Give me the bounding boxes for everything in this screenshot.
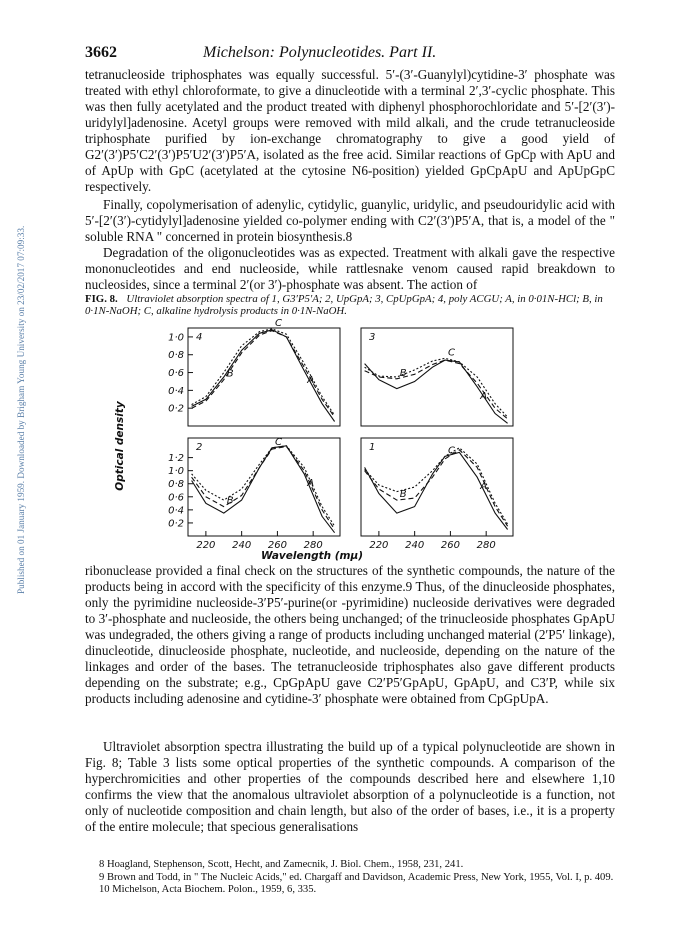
curve-label-A: A: [480, 481, 488, 493]
page-number: 3662: [85, 44, 117, 61]
curve-C: [192, 446, 335, 526]
y-tick-label: 0·4: [168, 505, 184, 517]
download-notice: Published on 01 January 1959. Downloaded by Brigham Young University on 23/02/2017 07:09:33.: [16, 225, 26, 595]
panel-frame: [188, 438, 340, 536]
curve-label-C: C: [275, 436, 283, 448]
paragraph-degradation: Degradation of the oligonucleotides was as expected. Treatment with alkali gave the respective mononucleotides and end nucleoside, while rattlesnake venom caused rapid breakdown to nucleosides, since a terminal 2′(or 3′)-phosphate was absent. The action of: [85, 245, 615, 292]
footnote-8: 8 Hoagland, Stephenson, Scott, Hecht, and Zamecnik, J. Biol. Chem., 1958, 231, 241.: [99, 859, 464, 870]
panels-layer: [168, 318, 513, 551]
y-tick-label: 0·2: [168, 518, 184, 530]
y-axis-label: Optical density: [114, 401, 126, 491]
curve-label-B: B: [226, 495, 234, 507]
panel-number: 2: [196, 442, 203, 453]
curve-C: [192, 329, 335, 415]
x-tick-label: 260: [267, 540, 287, 551]
x-tick-label: 240: [232, 540, 252, 551]
y-tick-label: 0·6: [168, 492, 184, 504]
panel-frame: [188, 328, 340, 426]
curve-label-C: C: [448, 445, 456, 457]
page-header: [85, 44, 615, 66]
curve-label-A: A: [480, 390, 488, 402]
y-tick-label: 0·8: [168, 350, 184, 362]
curve-label-B: B: [226, 368, 234, 380]
figure-caption: [85, 293, 615, 317]
x-tick-label: 260: [440, 540, 460, 551]
panel-2: [188, 437, 340, 536]
panel-number: 1: [369, 442, 376, 453]
y-tick-label: 1·2: [168, 453, 184, 465]
panel-1: [361, 438, 513, 536]
panel-frame: [361, 438, 513, 536]
x-tick-label: 240: [405, 540, 425, 551]
y-tick-label: 1·0: [168, 466, 184, 478]
curve-label-B: B: [399, 489, 407, 501]
uv-spectra-figure: [85, 318, 545, 562]
footnote-10: 10 Michelson, Acta Biochem. Polon., 1959, 6, 335.: [99, 884, 317, 895]
panel-number: 4: [196, 332, 203, 343]
panel-number: 3: [369, 332, 376, 343]
x-tick-label: 280: [476, 540, 496, 551]
y-tick-label: 1·0: [168, 332, 184, 344]
x-tick-label: 220: [369, 540, 389, 551]
running-title: Michelson: Polynucleotides. Part II.: [203, 44, 437, 61]
panel-4: [188, 318, 340, 426]
x-axis-label: Wavelength (mμ): [260, 550, 364, 562]
curve-label-A: A: [307, 477, 315, 489]
figure-label: FIG. 8.: [85, 293, 118, 305]
paragraph-ultraviolet: Ultraviolet absorption spectra illustrating the build up of a typical polynucleotide are shown in Fig. 8; Table 3 lists some optical properties of the synthetic compounds. A comparison of the hyperchromicities and other properties of the compounds described here and elsewhere 1,10 confirms the view that the anomalous ultraviolet absorption of a polynucleotide is a function, not only of nucleotide composition and chain length, but also of the order of bases, i.e., it is a property of the entire molecule; that specious generalisations: [85, 739, 615, 834]
curve-label-C: C: [275, 318, 283, 329]
curve-label-A: A: [307, 374, 315, 386]
y-tick-label: 0·6: [168, 368, 184, 380]
y-tick-label: 0·4: [168, 385, 184, 397]
y-tick-label: 0·8: [168, 479, 184, 491]
x-tick-label: 280: [303, 540, 323, 551]
curve-C: [365, 358, 508, 417]
footnote-9: 9 Brown and Todd, in " The Nucleic Acids," ed. Chargaff and Davidson, Academic Press, New York, 1955, Vol. I, p. 409.: [99, 871, 614, 883]
curve-label-C: C: [448, 347, 456, 359]
paragraph-ribonuclease: ribonuclease provided a final check on the structures of the synthetic compounds, the nature of the products being in accord with the specificity of this enzyme.9 Thus, of the dinucleoside phosphates, only the pyrimidine nucleoside-3′P5′-purine(or -pyrimidine) nucleoside derivatives were degraded to 3′-phosphate and nucleoside, the others being unchanged; of the trinucleoside phosphates GpApU was undegraded, the others giving a range of products including unchanged material (2′P5′ linkage), dinucleotide, dinucleoside phosphate, nucleotide, and nucleoside, depending on the nature of the linkages and order of the bases. The tetranucleoside triphosphates also gave different products depending on the substrate; e.g., CpGpApU gave C2′P5′GpApU, GpApU, and C3′P, while six products including adenosine and cytidine-3′ phosphate were obtained from CpGpUpA.: [85, 563, 615, 706]
figure-caption-text: Ultraviolet absorption spectra of 1, G3′P5′A; 2, UpGpA; 3, CpUpGpA; 4, poly ACGU; A, in 0·01N-HCl; B, in 0·1N-NaOH; C, alkaline hydrolysis products in 0·1N-NaOH.: [85, 293, 603, 317]
footnotes: [85, 859, 615, 897]
paragraph-copolymerisation: Finally, copolymerisation of adenylic, cytidylic, guanylic, uridylic, and pseudouridylic acid with 5′-[2′(3′)-cytidylyl]adenosine yielded co-polymer ending with C2′(3′)P5′A, that is, a model of the " soluble RNA " concerned in protein biosynthesis.8: [85, 197, 615, 244]
x-tick-label: 220: [196, 540, 216, 551]
paragraph-tetranucleoside: tetranucleoside triphosphates was equally successful. 5′-(3′-Guanylyl)cytidine-3′ phosphate was treated with ethyl chloroformate, to give a dinucleotide with a terminal 2′,3′-cyclic phosphate. This was then fully acetylated and the product treated with diphenyl phosphorochloridate and 5′-[2′(3′)-uridylyl]adenosine. Acetyl groups were removed with mild alkali, and the crude tetranucleoside triphosphate purified by ion-exchange chromatography to give a good yield of G2′(3′)P5′C2′(3′)P5′U2′(3′)P5′A, isolated as the free acid. Similar reactions of GpCp with ApU and of ApUp with GpC (acetylated at the cytosine N6-position) yielded GpCpApU and ApUpGpC respectively.: [85, 67, 615, 194]
y-tick-label: 0·2: [168, 403, 184, 415]
curve-label-B: B: [399, 367, 407, 379]
panel-3: [361, 328, 513, 426]
